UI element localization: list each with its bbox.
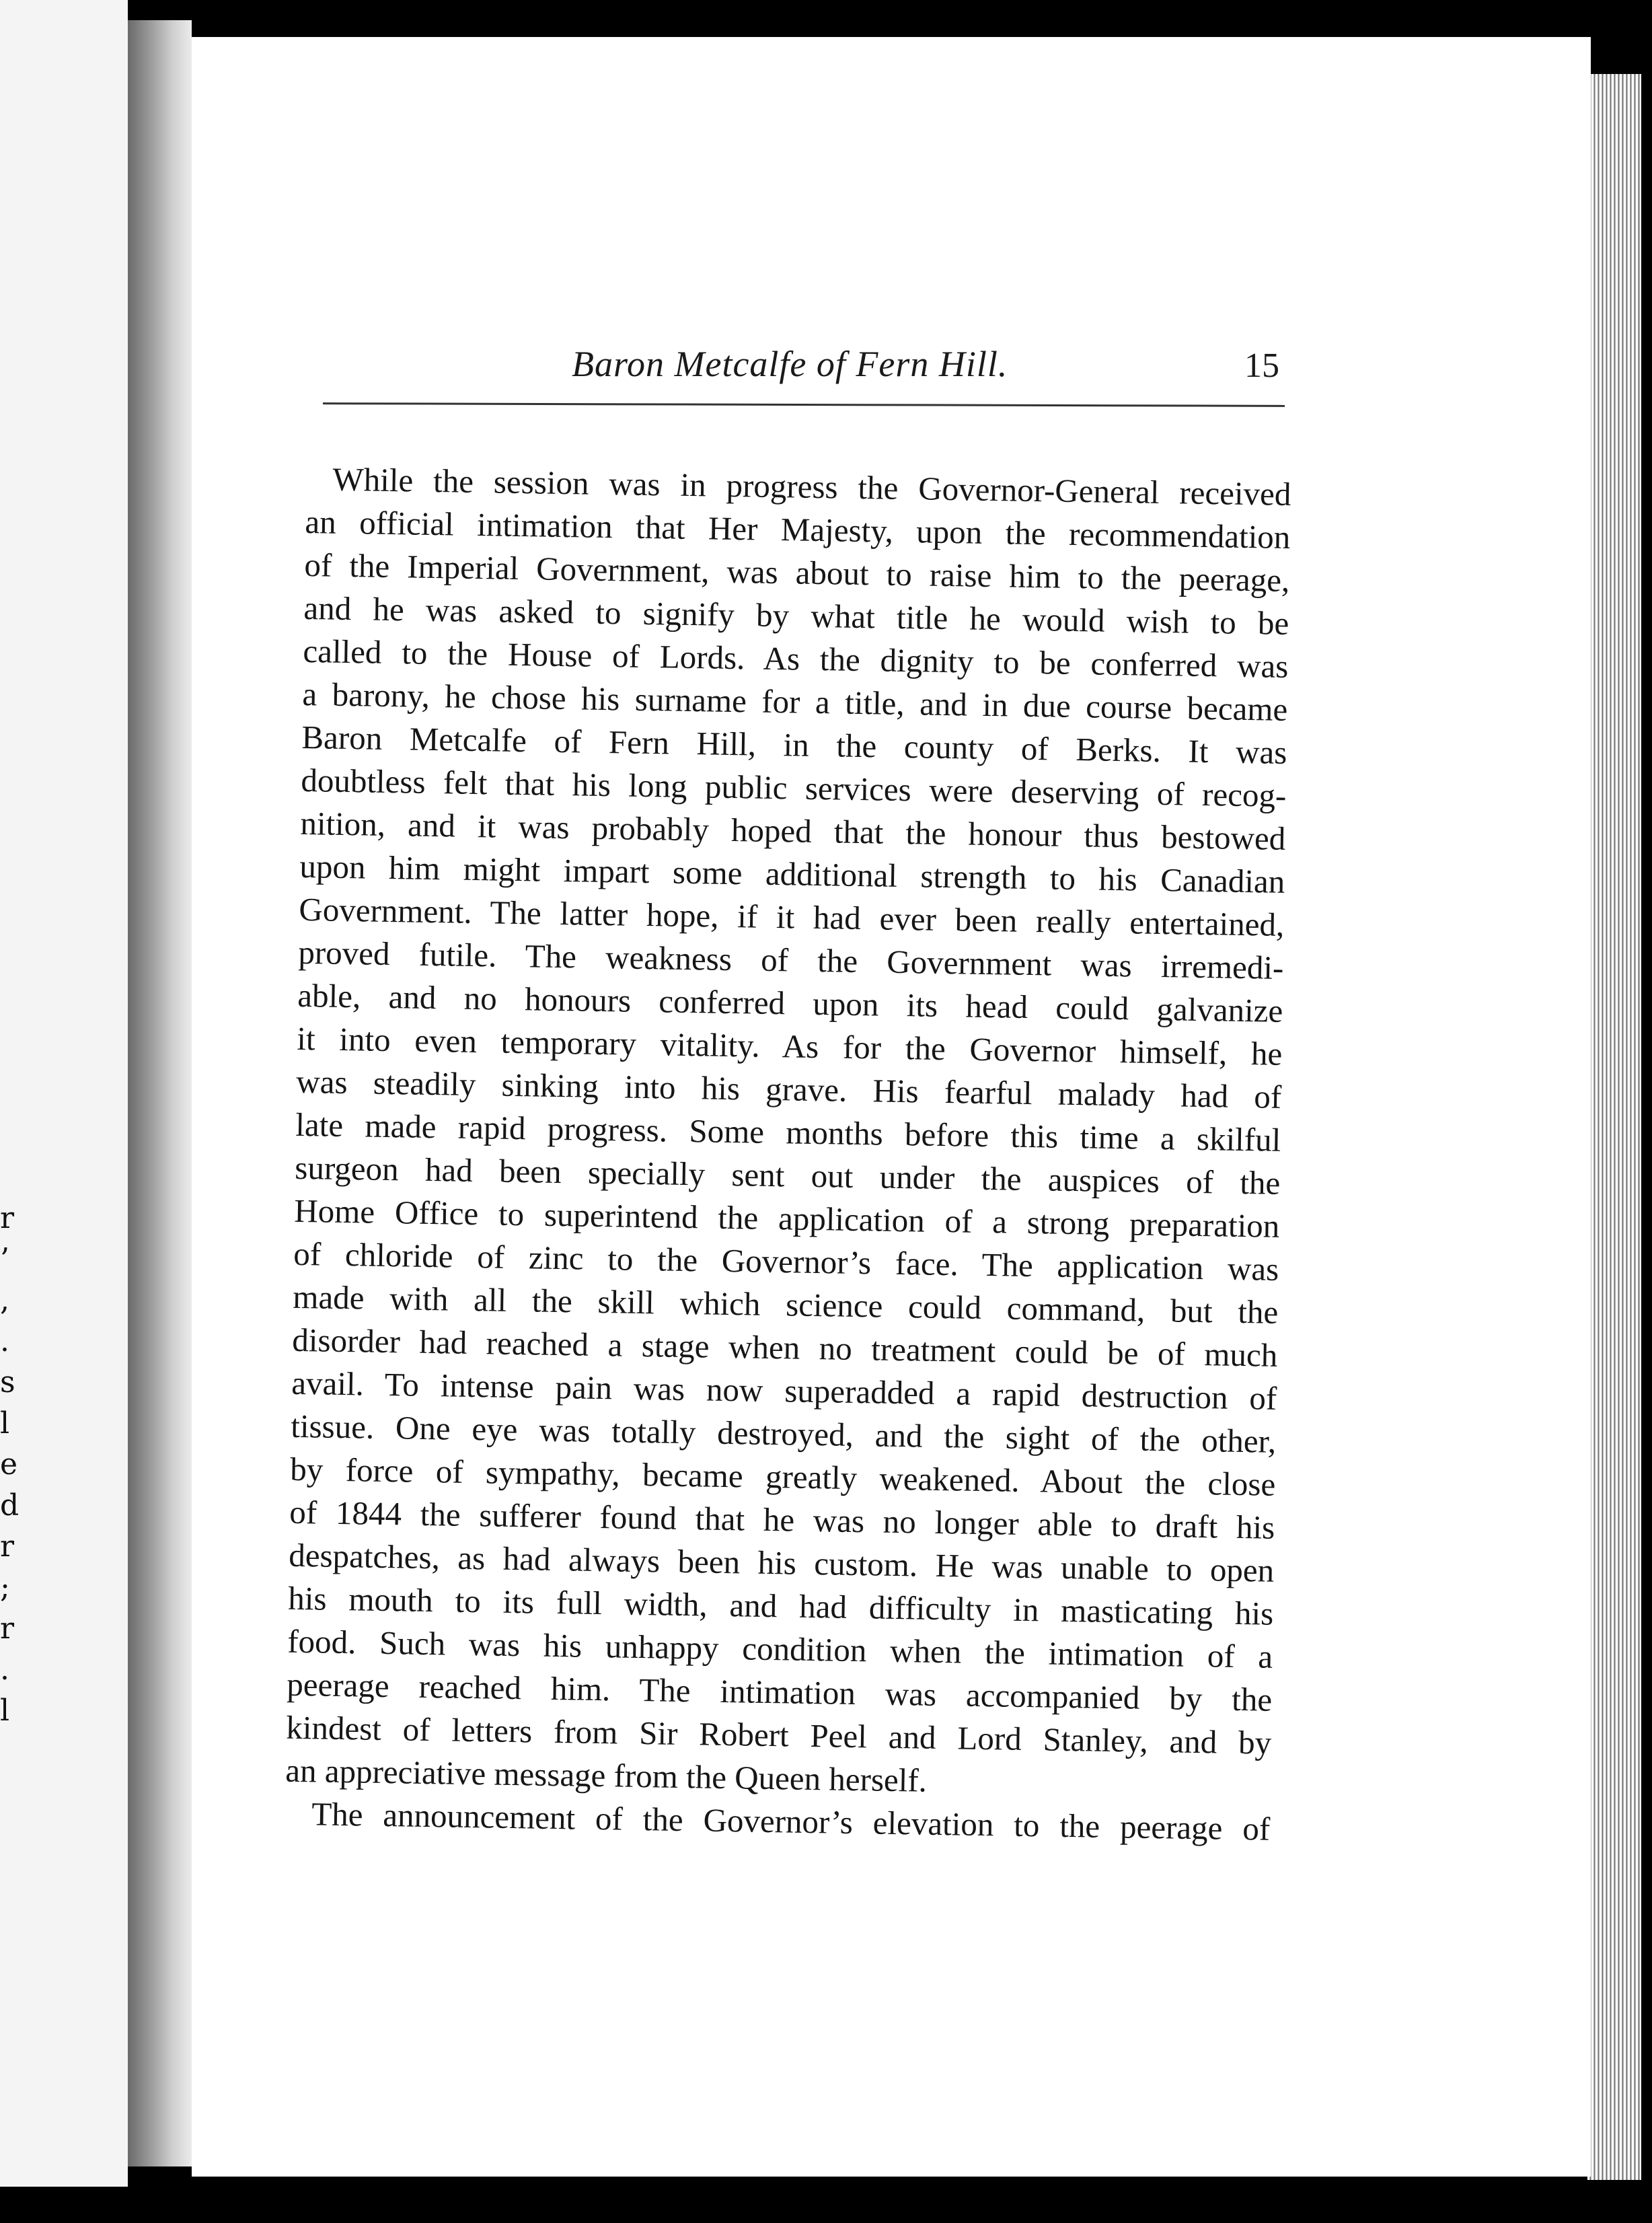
left-glyph: . (0, 1324, 9, 1358)
text-line: peerage reached him. The intimation was accompanied by the (286, 1665, 1273, 1718)
text-line: Baron Metcalfe of Fern Hill, in the county of Berks. It was (301, 718, 1287, 771)
left-glyph: ’ (0, 1242, 9, 1276)
body-text (285, 458, 1291, 1851)
left-glyph: e (0, 1447, 18, 1482)
left-glyph: s (0, 1365, 15, 1399)
text-line: Government. The latter hope, if it had ever been really entertained, (299, 890, 1285, 943)
text-line: The announcement of the Governor’s elevation to the peerage of (311, 1795, 1271, 1848)
text-line: kindest of letters from Sir Robert Peel and Lord Stanley, and by (285, 1708, 1272, 1761)
text-line: of chloride of zinc to the Governor’s face. The application was (293, 1235, 1279, 1288)
text-line: a barony, he chose his surname for a title, and in due course became (302, 675, 1288, 728)
left-glyph: r (0, 1201, 15, 1235)
text-line: by force of sympathy, became greatly weakened. About the close (289, 1450, 1276, 1503)
text-line: nition, and it was probably hoped that the honour thus bestowed (300, 804, 1286, 857)
left-page-margin-glyphs (0, 1198, 27, 1731)
text-line: doubtless felt that his long public services were deserving of recog- (301, 761, 1287, 814)
book-gutter-shadow (128, 20, 192, 2166)
page-number: 15 (1244, 347, 1279, 385)
text-line: and he was asked to signify by what title he would wish to be (303, 589, 1289, 642)
page-edges (1587, 74, 1641, 2180)
left-glyph: r (0, 1611, 15, 1646)
text-line: Home Office to superintend the application of a strong preparation (293, 1192, 1280, 1245)
text-line: tissue. One eye was totally destroyed, and the sight of the other, (290, 1407, 1277, 1460)
left-page-fragment (0, 0, 128, 2187)
header-rule (323, 402, 1285, 407)
text-line: of the Imperial Government, was about to raise him to the peerage, (304, 546, 1290, 599)
book-page (192, 37, 1591, 2177)
text-line: an official intimation that Her Majesty, upon the recommendation (305, 503, 1291, 556)
text-line: of 1844 the sufferer found that he was no longer able to draft his (289, 1493, 1275, 1546)
text-line: made with all the skill which science could command, but the (292, 1278, 1279, 1331)
running-title: Baron Metcalfe of Fern Hill. (572, 344, 1008, 384)
text-line: food. Such was his unhappy condition when the intimation of a (287, 1622, 1273, 1675)
text-line: late made rapid progress. Some months before this time a skilful (295, 1105, 1281, 1159)
left-glyph: ; (0, 1570, 10, 1605)
text-line: proved futile. The weakness of the Government was irremedi- (298, 933, 1284, 986)
text-line: despatches, as had always been his custom. He was unable to open (288, 1536, 1275, 1589)
text-line: avail. To intense pain was now superadded a rapid destruction of (291, 1364, 1277, 1417)
text-line: called to the House of Lords. As the dignity to be conferred was (303, 632, 1289, 685)
text-line: disorder had reached a stage when no treatment could be of much (291, 1321, 1278, 1374)
text-line: an appreciative message from the Queen herself. (285, 1751, 928, 1799)
running-head (192, 323, 1591, 390)
text-line: upon him might impart some additional strength to his Canadian (299, 847, 1285, 900)
left-glyph: r (0, 1529, 15, 1564)
text-line: able, and no honours conferred upon its head could galvanize (297, 976, 1283, 1029)
left-glyph: , (0, 1283, 9, 1317)
text-line: While the session was in progress the Governor-General received (332, 460, 1291, 513)
text-line: it into even temporary vitality. As for the Governor himself, he (297, 1019, 1283, 1072)
text-line: his mouth to its full width, and had difficulty in masticating his (287, 1579, 1274, 1632)
left-glyph: . (0, 1652, 9, 1687)
text-line: was steadily sinking into his grave. His fearful malady had of (295, 1062, 1282, 1116)
left-glyph: l (0, 1406, 10, 1441)
left-glyph: l (0, 1693, 10, 1728)
left-glyph: d (0, 1488, 20, 1523)
text-line: surgeon had been specially sent out under the auspices of the (294, 1149, 1281, 1202)
